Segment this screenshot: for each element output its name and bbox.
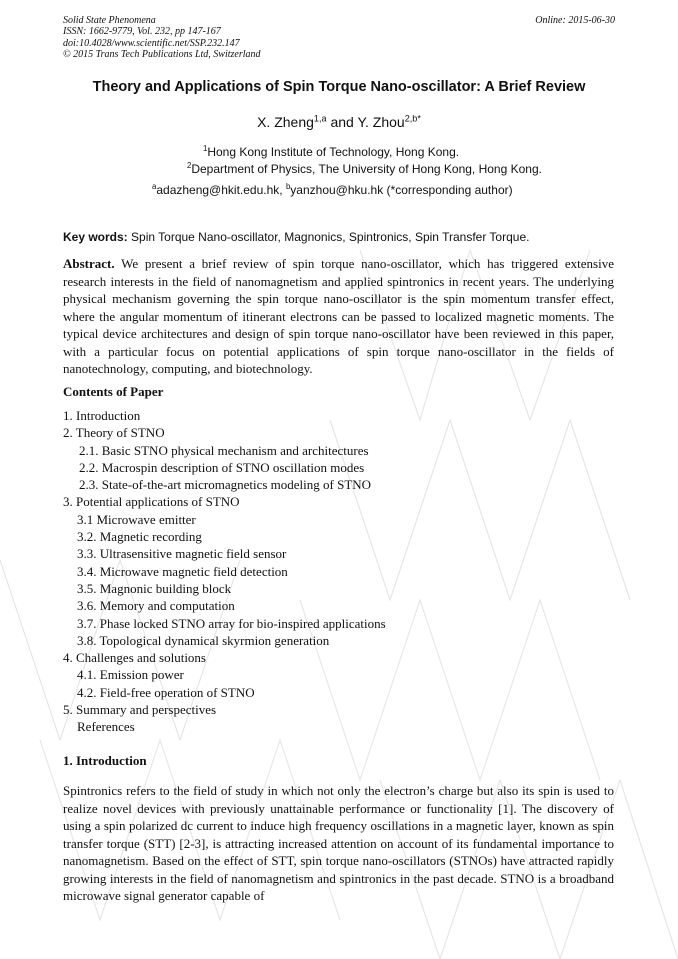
journal-header: [63, 15, 261, 61]
online-date: Online: 2015-06-30: [535, 15, 615, 26]
affiliation-1-sup: 1: [203, 144, 208, 153]
introduction-paragraph: Spintronics refers to the field of study in which not only the electron’s charge but also its spin is used to realize novel devices with previously unattainable performance or functionality [1]. The discovery of using a spin polarized dc current to induce high frequency oscillations in a magnetic layer, known as spin transfer torque (STT) [2-3], is attracting increased attention on account of its fundamental importance to nanomagnetism. Based on the effect of STT, spin torque nano-oscillators (STNOs) have attracted rapidly growing interests in the field of nanomagnetism and spintronics in the past decade. STNO is a broadband microwave signal generator capable of: [63, 783, 614, 903]
toc-item: 2.2. Macrospin description of STNO oscillation modes: [79, 459, 365, 475]
toc-item: 3.6. Memory and computation: [77, 598, 235, 614]
toc-item: 4.1. Emission power: [77, 667, 184, 683]
affiliation-2: $^2$Department of Physics, The University of Hong Kong, Hong Kong.: [187, 161, 542, 176]
contents-list: [63, 407, 386, 736]
email-a: adazheng@hkit.edu.hk,: [156, 183, 286, 197]
journal-doi: doi:10.4028/www.scientific.net/SSP.232.147: [63, 37, 240, 49]
abstract: [63, 255, 614, 378]
author-1-sup: 1,a: [313, 113, 327, 124]
email-b-sup: b: [285, 182, 291, 191]
keywords-text: Spin Torque Nano-oscillator, Magnonics, Spintronics, Spin Transfer Torque.: [127, 230, 530, 244]
email-a-sup: a: [152, 182, 157, 191]
email-b: yanzhou@hku.hk (*corresponding author): [290, 183, 513, 197]
toc-item: 2.1. Basic STNO physical mechanism and architectures: [79, 442, 369, 458]
paper-title: Theory and Applications of Spin Torque Nano-oscillator: A Brief Review: [92, 79, 586, 95]
toc-item: 2.3. State-of-the-art micromagnetics modeling of STNO: [79, 477, 372, 493]
toc-item: 3.4. Microwave magnetic field detection: [77, 563, 288, 579]
affiliation-1: $^1$Hong Kong Institute of Technology, Hong Kong.: [203, 144, 460, 159]
toc-item: References: [77, 719, 135, 735]
toc-item: 2. Theory of STNO: [63, 425, 165, 441]
toc-item: 3.2. Magnetic recording: [77, 529, 202, 545]
toc-item: 1. Introduction: [63, 408, 141, 423]
journal-name: Solid State Phenomena: [63, 15, 156, 26]
journal-issn: ISSN: 1662-9779, Vol. 232, pp 147-167: [63, 26, 221, 38]
journal-copyright: © 2015 Trans Tech Publications Ltd, Switzerland: [63, 49, 261, 61]
toc-item: 4.2. Field-free operation of STNO: [77, 684, 255, 700]
email-line: [152, 183, 513, 197]
keywords-label: Key words:: [63, 230, 128, 244]
abstract-label: Abstract.: [63, 256, 115, 271]
author-line: [0, 114, 678, 130]
toc-item: 3.3. Ultrasensitive magnetic field sensor: [77, 546, 287, 562]
toc-item: 3.8. Topological dynamical skyrmion generation: [77, 632, 330, 648]
toc-item: 3.7. Phase locked STNO array for bio-inspired applications: [77, 615, 386, 631]
introduction-heading: 1. Introduction: [63, 753, 147, 768]
toc-item: 5. Summary and perspectives: [63, 702, 217, 718]
author-1: X. Zheng: [257, 114, 314, 130]
keywords: [63, 230, 529, 244]
abstract-text: We present a brief review of spin torque nano-oscillator, which has triggered extensive research interests in the field of nanomagnetism and applied spintronics in recent years. The underlying physical mechanism governing the spin torque nano-oscillator is the spin momentum transfer effect, where the angular momentum of itinerant electrons can be passed to localized magnetic moments. The typical device architectures and design of spin torque nano-oscillator have been reviewed in this paper, with a particular focus on potential applications of spin torque nano-oscillator in the fields of nanotechnology, computing, and biotechnology.: [63, 256, 614, 376]
toc-item: 4. Challenges and solutions: [63, 650, 206, 666]
toc-item: 3. Potential applications of STNO: [63, 494, 240, 510]
contents-heading: Contents of Paper: [63, 384, 164, 399]
author-conjunction: and: [326, 114, 358, 130]
affiliation-2-sup: 2: [187, 161, 192, 170]
author-2-sup: 2,b*: [404, 113, 421, 124]
toc-item: 3.5. Magnonic building block: [77, 580, 232, 596]
author-2: Y. Zhou: [357, 114, 405, 130]
toc-item: 3.1 Microwave emitter: [77, 511, 196, 527]
